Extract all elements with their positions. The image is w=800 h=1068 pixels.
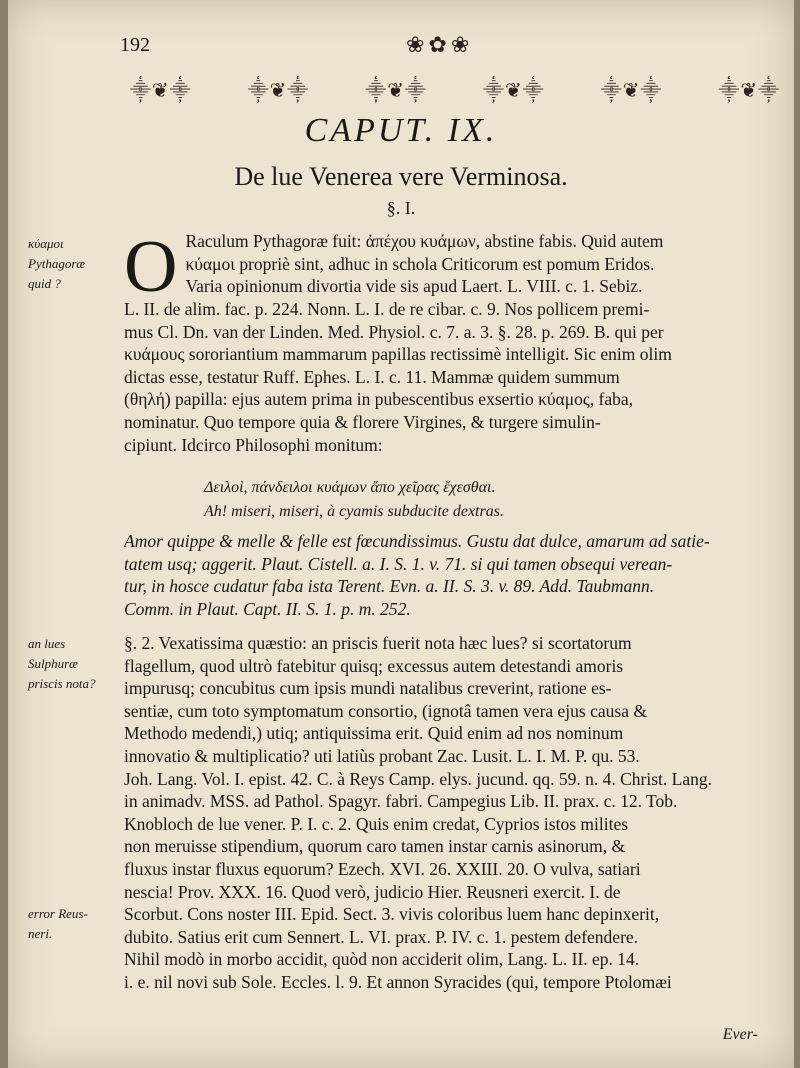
verse-quote <box>204 476 504 524</box>
text-line: κυάμους sororiantium mammarum papillas rectissimè intelligit. Sic enim olim <box>124 344 672 365</box>
text-line: sentiæ, cum toto symptomatum consortio, (ignotâ tamen vera ejus causa & <box>124 700 647 721</box>
text-line: innovatio & multiplicatio? uti latiùs probant Zac. Lusit. L. I. M. P. qu. 53. <box>124 745 640 766</box>
paragraph-1 <box>124 226 786 456</box>
text-line: (θηλή) papilla: ejus autem prima in pubescentibus exsertio κύαμος, faba, <box>124 389 634 410</box>
margin-note-line: error Reus- <box>28 906 88 921</box>
margin-note-line: Pythagoræ <box>28 256 86 271</box>
text-line: tur, in hosce cudatur faba ista Terent. Evn. a. II. S. 3. v. 89. Add. Taubmann. <box>124 576 655 597</box>
text-line: Varia opinionum divortia vide sis apud Laert. L. VIII. c. 1. Sebiz. <box>185 276 643 297</box>
margin-note-line: priscis nota? <box>28 676 96 691</box>
margin-note <box>28 234 118 294</box>
text-line: i. e. nil novi sub Sole. Eccles. l. 9. Et annon Syracides (qui, tempore Ptolomæi <box>124 971 672 992</box>
text-line: dubito. Satius erit cum Sennert. L. VI. prax. P. IV. c. 1. pestem defendere. <box>124 926 639 947</box>
drop-cap: O <box>124 226 178 308</box>
text-line: Scorbut. Cons noster III. Epid. Sect. 3. vivis coloribus luem hanc depinxerit, <box>124 904 660 925</box>
margin-note-line: neri. <box>28 926 53 941</box>
text-line: §. 2. Vexatissima quæstio: an priscis fuerit nota hæc lues? si scortatorum <box>124 633 632 653</box>
ornament-icon: ⸎❦⸎ <box>130 79 192 102</box>
text-line: impurusq; concubitus cum ipsis mundi natalibus creverint, ratione es- <box>124 678 612 699</box>
text-line: nescia! Prov. XXX. 16. Quod verò, judicio Hier. Reusneri exercit. I. de <box>124 881 621 902</box>
text-line: Joh. Lang. Vol. I. epist. 42. C. à Reys Camp. elys. jucund. qq. 59. n. 4. Christ. Lang. <box>124 768 713 789</box>
ornament-icon: ⸎❦⸎ <box>483 79 545 102</box>
margin-note-line: quid ? <box>28 276 61 291</box>
greek-verse: Δειλοὶ, πάνδειλοι κυάμων ἄπο χεῖρας ἔχεσθαι. <box>204 479 496 496</box>
text-line: tatem usq; aggerit. Plaut. Cistell. a. I. S. 1. v. 71. si qui tamen obsequi verean- <box>124 553 673 574</box>
text-line: non meruisse stipendium, quorum caro tamen instar carnis asinorum, & <box>124 836 626 857</box>
latin-verse: Ah! miseri, miseri, à cyamis subducite dextras. <box>204 503 504 520</box>
text-line: cipiunt. Idcirco Philosophi monitum: <box>124 434 383 455</box>
margin-note-line: an lues <box>28 636 66 651</box>
ornament-top-icon: ❀✿❀ <box>406 32 474 57</box>
margin-note <box>28 634 118 694</box>
text-line: in animadv. MSS. ad Pathol. Spagyr. fabri. Campegius Lib. II. prax. c. 12. Tob. <box>124 791 678 812</box>
text-line: Knobloch de lue vener. P. I. c. 2. Quis enim credat, Cyprios istos milites <box>124 813 629 834</box>
ornament-icon: ⸎❦⸎ <box>247 79 310 102</box>
margin-note <box>28 904 118 944</box>
catchword: Ever- <box>722 1026 758 1043</box>
paragraph-2 <box>124 530 786 620</box>
text-line: κύαμοι propriè sint, adhuc in schola Criticorum est pomum Eridos. <box>185 253 655 274</box>
margin-note-line: κύαμοι <box>28 236 64 251</box>
chapter-title: CAPUT. IX. <box>304 112 498 149</box>
text-line: Nihil modò in morbo accidit, quòd non acciderit olim, Lang. L. II. ep. 14. <box>124 949 640 970</box>
ornament-band <box>130 74 780 104</box>
text-line: Methodo medendi,) utiq; antiquissima erit. Quid enim ad nos nominum <box>124 723 624 744</box>
text-line: nominatur. Quo tempore quia & florere Virgines, & turgere simulin- <box>124 411 601 432</box>
margin-note-line: Sulphuræ <box>28 656 78 671</box>
text-line: L. II. de alim. fac. p. 224. Nonn. L. I. de re cibar. c. 9. Nos pollicem premi- <box>124 299 650 319</box>
chapter-subtitle: De lue Venerea vere Verminosa. <box>234 162 568 191</box>
text-line: Comm. in Plaut. Capt. II. S. 1. p. m. 252. <box>124 598 411 619</box>
text-line: Raculum Pythagoræ fuit: ἀπέχου κυάμων, abstine fabis. Quid autem <box>185 231 664 251</box>
ornament-icon: ⸎❦⸎ <box>718 79 780 102</box>
ornament-icon: ⸎❦⸎ <box>365 79 427 102</box>
text-line: flagellum, quod ultrò fatebitur quisq; excessus autem detestandi amoris <box>124 655 624 676</box>
text-line: Amor quippe & melle & felle est fœcundissimus. Gustu dat dulce, amarum ad satie- <box>124 531 710 551</box>
book-page <box>8 0 794 1068</box>
text-line: mus Cl. Dn. van der Linden. Med. Physiol. c. 7. a. 3. §. 28. p. 269. B. qui per <box>124 321 664 342</box>
paragraph-3 <box>124 632 786 994</box>
page-number: 192 <box>120 34 150 56</box>
text-line: dictas esse, testatur Ruff. Ephes. L. I. c. 11. Mammæ quidem summum <box>124 366 620 387</box>
ornament-icon: ⸎❦⸎ <box>600 79 663 102</box>
text-line: fluxus instar fluxus equorum? Ezech. XVI. 26. XXIII. 20. O vulva, satiari <box>124 858 641 879</box>
section-mark: §. I. <box>386 198 416 218</box>
